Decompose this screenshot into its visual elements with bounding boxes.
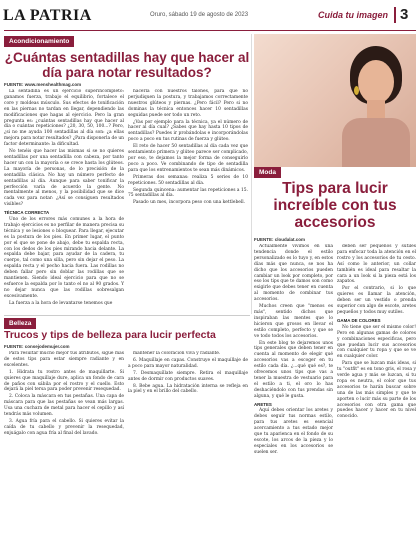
subheading: TÉCNICA CORRECTA [4,210,50,216]
paragraph: 6. Maquillaje en capas. Construye el maquillaje de a poco para mayor naturalidad. [128,357,248,369]
paragraph: Segunda quincena: aumentar las repeticiones a 15. 75 sentadillas al día. [128,187,248,199]
paragraph: 7. Desmaquíllate siempre. Retira el maquillaje antes de dormir con productos suaves. [128,370,248,382]
article2-headline: Tips para lucir increíble con tus accesorios [273,180,397,231]
paragraph: No tenéis que hacer las mismas si se no quieres sentadillas por una sentadilla con cabeza, por tanto hacer un con la mayoría o se crece hasta los glúteos. La mayoría de personas, de lo precisión de la sentadilla clásica. No hay un número perfecto de sentadillas al día. Aunque para saber tonificar la perfección varía de acuerdo la gente. No mentalmente al menos, y la posibilidad que se dice cada vez para notar: ¿Así se consiguen resultados visibles? [4,149,124,208]
article3-headline: Trucos y tips de belleza para lucir perfecta [4,329,216,341]
article1-column-2 [128,89,248,313]
paragraph: En este blog te dejaremos unos tips generales que deben tener en cuenta al momento de elegir qué accesorios vas a escoger en tu estilo cada día. ¿...qué qué es?, te ofrecemos unos tips que vas a tener la muestra de vestuario para el estilo a ti, el oro lo has deshaciéndolo con tus prendas sin alguna, y qué le gusta. [254,340,333,399]
article3-column-1 [4,351,124,532]
paragraph: ¿Vas por ejemplo para la técnica, ya el número de hacer al día cual? ¿Sabes que hay hasta 10 tipos de sentadillas? Puedes ir probándolas e incorporándolas poco a poco en tus rutinas de fuerza y glúteo. [128,119,248,143]
article1-headline: ¿Cuántas sentadillas hay que hacer al día para notar resultados? [4,50,250,80]
article2-tag: Moda [254,167,281,178]
paragraph: Muchos creen que "menos es más", sentido dichos que inspiraban las mentes que lo hicieron que grosos en llevar el estilo completo, perfecto y que se ve todo todos los accesorios. [254,304,333,339]
article3-byline: FUENTE: consejodemujer.com [4,344,70,349]
page-number: 3 [400,6,409,23]
column-divider [251,34,252,314]
paragraph: El reto de hacer 50 sentadillas al día cada vez que sentamiento primera y glúteo parece ser complicado, por eso, te dejamos la mejor forma de conseguirlo poco a poco. Ve combinando de tipo de sentadilla para que los entrenamientos te sean más dinámicos. [128,144,248,173]
masthead [0,0,420,30]
section-title: Cuida tu imagen [318,10,389,20]
subheading: GAMA DE COLORES [337,317,381,323]
paragraph: 3. Agua fría para el cabello. Si quieres evitar la caída de tu cabello y prevenir la resequedad, enjuágalo con agua fría al final del lavado. [4,418,124,436]
paragraph: Pasado un mes, incorpora peso con una kettlebell. [133,200,246,206]
article2-column-2 [337,244,416,532]
paragraph: Para que se luzcan más ideas, si tu "outfit" es en tono gris, el rosa y verde agua y más se luzcan, si tu ropa es neutra, el color que tus accesorios te harán buscar sobre una de las más simples y que te aporten o lucir más su parte de los accesorios con otra gama que puedes hacer y hacer en tu nivel conocido. [337,361,416,420]
earring-icon [354,86,359,95]
paragraph: mantener la coloración viva y radiante. [133,351,221,356]
article1-column-1 [4,89,124,313]
dateline: Oruro, sábado 19 de agosto de 2023 [150,12,249,18]
paragraph: Actualmente vivimos en una tendencia donde el estilo personalizado es lo tuyo y, en estos días más que nunca, se nos ha dicho que los accesorios pueden cambiar un look por completo, por eso los tips que te damos son como exigirle que debes tener en cuenta al momento de combinar tus accesorios. [254,244,333,303]
paragraph: 2. Coloca la máscara en tus pestañas. Una capa de máscara para que las pestañas se vean más largas. Usa una cuchara de metal para hacer el cepillo y así tendrás más volumen. [4,394,124,418]
article1-byline: FUENTE: www.menshealthmag.com [4,82,82,87]
paragraph: La sentadilla es un ejercicio superincompleto: ganamos fuerza, trabajo el equilibrio, fortalece el core y moldeas músculo. Sus efectos de tonificación en las piernas no tardan en llegar, dependiendo las modificaciones que hagas al ejercicio. Pero la gran pregunta es: ¿cuántas sentadillas hay que hacer al día o cuántas repeticiones? ¿20, 30, 50, 100...? Pero, ¿si no me ayuda 100 sentadillas al día son: ¿a ellas mejora para notar resultados? ¿Para disponerla de un factor determinante: la dificultad. [4,89,124,148]
paragraph: 1. Hidrata tu rostro antes de maquillarte. Si quieres que maquillaje dure, aplica un fondo de cara de paños con sábila por el rostro y el cuello. Esto dejará la piel tersa para poder prevenir resequedad. [4,369,124,393]
paragraph: hacerla con nuestros talones, para que no perjudiquen la postura, y trabajamos correctamente nuestros glúteos y piernas. ¿Pero fácil? Pero si no dominas la técnica entonces hacer 10 sentadillas seguidas puede ser todo un reto. [128,89,248,118]
paragraph: Para resultar mucho mejor tus atributos, sigue más de estos tips para estar siempre radiante y en excelentes. [4,351,124,368]
paragraph: Por el contrario, si lo que quieres es llamar la atención, deben ser un vestido o prenda superior con algo de escote, aretes pequeños y todos muy sutiles. [337,286,416,315]
paragraph: La fuerza a la hora de levantarse tenemos que [9,300,113,306]
section-divider [4,315,250,316]
paragraph: Aquí debes orientar los aretes y debes seguir tus normas estilo, para tus aretes es esencial acercamiento a tus estado mejor que tu aparienca en el fondo de su escote, los arcos de la pieza y lo especiales en los accesorios se suelen ser. [254,408,333,455]
newspaper-logo: LA PATRIA [3,7,92,24]
paragraph: No tiene que ser el mismo color! Pero en algunas gamas de colores y combinaciones especificas, pero que puedan lucir sus accesorios con cualquier tu ropa y que se ve en cualquier color. [337,324,416,360]
paragraph: Primeras dos semanas: realiza 5 series de 10 repeticiones. 50 sentadillas al día. [128,174,248,186]
model-photo [254,34,416,167]
article2-byline: FUENTE: cloudalat.com [254,237,306,242]
article3-column-2 [128,351,248,532]
paragraph: deben ser pequeños y sutiles para enfocar toda la atención en el rostro y los accesorios de tu cesto. Así como lo anterior, un collar también es ideal para resaltar la cara a un look si la pieza está los zapatos. [337,244,416,285]
article2-column-1 [254,244,333,532]
header-rule [4,30,416,31]
subheading: ARETES [254,401,272,407]
page-number-box [394,7,420,23]
article3-tag: Belleza [4,318,36,329]
paragraph: 8. Bebe agua. La hidratación interna se refleja en la piel y en el brillo del cabello. [128,383,248,395]
article1-tag: Acondicionamiento [4,36,74,47]
paragraph: Uno de los errores más comunes a la hora de trabajo ejercicios es no perfilar de manera precisa su técnica y se lesiones o bloquear. Para llegar, ejecutar es la postura de los pies. En primer lugar, el punto por el que se pone de abajo, debe tu espalda recta, con los dedos de los pies mirando hacia delante. La espalda debe bajar, para ayudar de la cadera, tu cuerpo, tal como una silla, pero sin dejar el peso. La espalda recta y el pecho hacia fuera. Las rodillas no deben fallar pero sin doblar las rodillas que se mantienen. Siendo ideal ejercicio para que no se esfuerce la espalda por lo tanto el no al 90 grados. Y no dejar nunca que las rodillas sobresalgan excesivamente. [4,217,124,299]
